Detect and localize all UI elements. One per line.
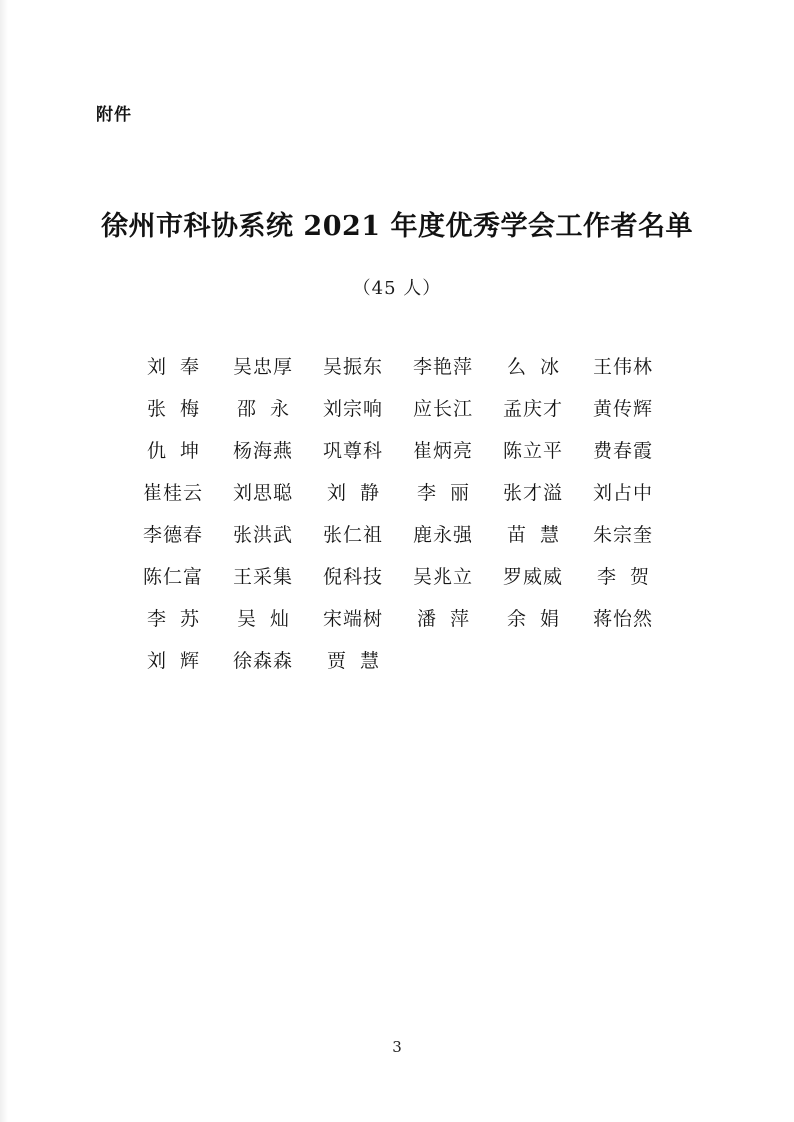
name-text: 苗慧: [506, 523, 573, 546]
name-cell: [578, 344, 668, 386]
table-row: [128, 470, 668, 512]
table-row: [128, 386, 668, 428]
name-text: 巩尊科: [322, 439, 383, 462]
name-cell: [128, 554, 218, 596]
name-cell: [308, 428, 398, 470]
name-cell: [398, 512, 488, 554]
name-cell: [308, 554, 398, 596]
name-list-body: [128, 344, 668, 680]
name-list-table: [128, 344, 668, 680]
name-text: 徐森森: [232, 649, 293, 672]
name-cell: [308, 596, 398, 638]
name-cell: [578, 428, 668, 470]
name-text: 余娟: [506, 607, 573, 630]
name-text: 黄传辉: [592, 397, 653, 420]
subtitle-count: （45 人）: [352, 278, 442, 299]
name-text: 吴兆立: [412, 565, 473, 588]
name-text: 倪科技: [322, 565, 383, 588]
name-text: 杨海燕: [232, 439, 293, 462]
name-text: 张仁祖: [322, 523, 383, 546]
attachment-label: 附件: [96, 105, 132, 125]
name-text: 陈立平: [502, 439, 563, 462]
name-cell: [578, 596, 668, 638]
empty-cell: [398, 638, 488, 680]
name-cell: [308, 512, 398, 554]
name-cell: [308, 344, 398, 386]
page-title: 徐州市科协系统 2021 年度优秀学会工作者名单: [101, 211, 693, 242]
name-cell: [308, 638, 398, 680]
table-row: [128, 638, 668, 680]
name-cell: [308, 470, 398, 512]
name-text: 么冰: [506, 355, 573, 378]
name-text: 朱宗奎: [592, 523, 653, 546]
name-text: 潘萍: [416, 607, 483, 630]
name-text: 李丽: [416, 481, 483, 504]
name-cell: [218, 554, 308, 596]
empty-cell: [488, 638, 578, 680]
name-cell: [488, 512, 578, 554]
name-text: 刘辉: [146, 649, 213, 672]
name-text: 贾慧: [326, 649, 393, 672]
name-cell: [128, 638, 218, 680]
page-edge-shadow: [0, 0, 8, 1122]
name-cell: [488, 428, 578, 470]
name-text: 应长江: [412, 397, 473, 420]
name-cell: [128, 386, 218, 428]
table-row: [128, 344, 668, 386]
name-text: 吴振东: [322, 355, 383, 378]
name-text: 崔炳亮: [412, 439, 473, 462]
name-cell: [488, 596, 578, 638]
name-text: 鹿永强: [412, 523, 473, 546]
name-text: 李苏: [146, 607, 213, 630]
name-text: 刘思聪: [232, 481, 293, 504]
name-text: 孟庆才: [502, 397, 563, 420]
name-text: 罗威威: [502, 565, 563, 588]
name-text: 刘占中: [592, 481, 653, 504]
name-text: 蒋怡然: [592, 607, 653, 630]
name-cell: [218, 512, 308, 554]
name-text: 刘静: [326, 481, 393, 504]
name-cell: [218, 638, 308, 680]
name-text: 李德春: [142, 523, 203, 546]
name-cell: [398, 470, 488, 512]
name-text: 刘宗响: [322, 397, 383, 420]
name-cell: [128, 470, 218, 512]
name-cell: [398, 386, 488, 428]
name-cell: [578, 512, 668, 554]
name-cell: [218, 386, 308, 428]
name-text: 费春霞: [592, 439, 653, 462]
name-cell: [398, 554, 488, 596]
name-text: 王采集: [232, 565, 293, 588]
name-cell: [218, 344, 308, 386]
name-cell: [218, 470, 308, 512]
name-text: 王伟林: [592, 355, 653, 378]
name-cell: [488, 554, 578, 596]
name-text: 吴灿: [236, 607, 303, 630]
name-cell: [218, 428, 308, 470]
name-cell: [398, 428, 488, 470]
name-text: 邵永: [236, 397, 303, 420]
name-text: 刘奉: [146, 355, 213, 378]
name-cell: [578, 554, 668, 596]
name-cell: [398, 596, 488, 638]
name-cell: [398, 344, 488, 386]
name-text: 陈仁富: [142, 565, 203, 588]
table-row: [128, 554, 668, 596]
name-cell: [488, 344, 578, 386]
table-row: [128, 596, 668, 638]
name-text: 张梅: [146, 397, 213, 420]
name-cell: [128, 344, 218, 386]
name-cell: [578, 386, 668, 428]
table-row: [128, 512, 668, 554]
page-number: 3: [392, 1038, 402, 1056]
name-cell: [308, 386, 398, 428]
table-row: [128, 428, 668, 470]
name-cell: [488, 470, 578, 512]
empty-cell: [578, 638, 668, 680]
name-text: 张洪武: [232, 523, 293, 546]
name-text: 宋端树: [322, 607, 383, 630]
name-cell: [128, 596, 218, 638]
name-cell: [578, 470, 668, 512]
name-text: 崔桂云: [142, 481, 203, 504]
name-cell: [218, 596, 308, 638]
name-cell: [128, 512, 218, 554]
name-cell: [488, 386, 578, 428]
name-cell: [128, 428, 218, 470]
name-text: 张才溢: [502, 481, 563, 504]
name-text: 仇坤: [146, 439, 213, 462]
name-text: 李艳萍: [412, 355, 473, 378]
name-text: 李贺: [596, 565, 663, 588]
name-text: 吴忠厚: [232, 355, 293, 378]
